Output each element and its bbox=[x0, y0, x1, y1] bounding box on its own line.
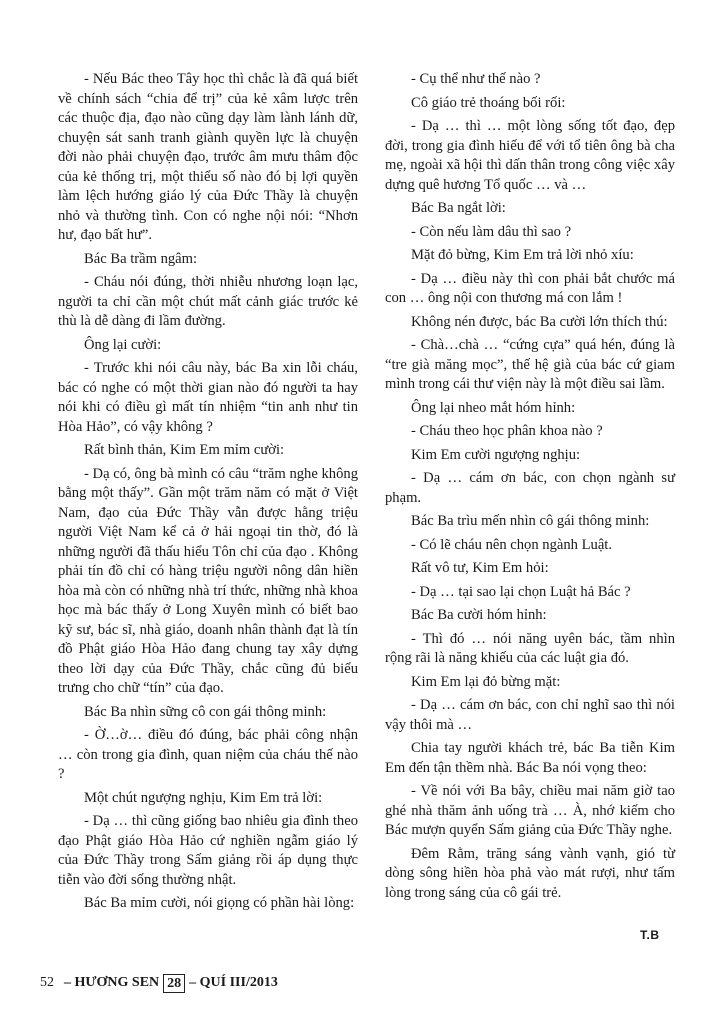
paragraph: Cô giáo trẻ thoáng bối rối: bbox=[411, 94, 566, 111]
paragraph: Kim Em lại đỏ bừng mặt: bbox=[411, 673, 561, 690]
issue-number: 28 bbox=[163, 974, 185, 993]
paragraph: Bác Ba trìu mến nhìn cô gái thông minh: bbox=[411, 513, 650, 529]
left-column bbox=[58, 70, 358, 918]
author-signature: T.B bbox=[640, 928, 660, 942]
paragraph: - Cụ thể như thế nào ? bbox=[411, 71, 541, 87]
paragraph: Bác Ba ngắt lời: bbox=[411, 200, 506, 216]
magazine-name: – HƯƠNG SEN bbox=[64, 975, 160, 990]
paragraph: Bác Ba trầm ngâm: bbox=[84, 250, 198, 267]
paragraph: - Dạ … cám ơn bác, con chọn ngành sư phạm. bbox=[385, 470, 675, 506]
paragraph: Kim Em cười ngượng nghịu: bbox=[411, 446, 581, 463]
paragraph: - Nếu Bác theo Tây học thì chắc là đã quá biết về chính sách “chia để trị” của kẻ xâm lược trên các thuộc địa, đạo nào cũng dạy làm lành lánh dữ, chuyện sát sanh tranh giành quyền lực là chuyện đời nào phải chuyện đạo, trước âm mưu thâm độc của kẻ thống trị, một thiểu số nào đó bị lợi quyền làm lệch hướng giáo lý của Đức Thầy là chuyện nhỏ và thường tình. Con có nghe nội nói: “Nhơn hư, đạo bất hư”. bbox=[58, 71, 358, 243]
paragraph: Chia tay người khách trẻ, bác Ba tiễn Kim Em đến tận thềm nhà. Bác Ba nói vọng theo: bbox=[385, 740, 675, 776]
paragraph: - Chà…chà … “cứng cựa” quá hén, đúng là “tre già măng mọc”, thế hệ già của bác cứ giam mình trong cái thư viện này là một điều sai lầm. bbox=[385, 337, 675, 392]
paragraph: - Dạ có, ông bà mình có câu “trăm nghe không bằng một thấy”. Gần một trăm năm có mặt ở Việt Nam, đạo của Đức Thầy vẫn được hằng triệu người Việt Nam kể cả ở hải ngoại tin thờ, đó là những người đã thấu hiểu Tôn chỉ của đạo . Không phải tín đồ chỉ có hàng triệu người nông dân hiền hòa mà còn có những nhà trí thức, những nhà khoa học mà bác thấy ở Long Xuyên mình có biết bao kỹ sư, bác sĩ, nhà giáo, doanh nhân thành đạt là tín đồ Phật giáo Hòa Hảo đang chung tay xây dựng theo lời dạy của Đức Thầy, chắc cũng đủ biểu trưng cho chữ “tín” của đạo. bbox=[58, 465, 358, 696]
paragraph: Rất vô tư, Kim Em hỏi: bbox=[411, 560, 549, 576]
page-number: 52 bbox=[40, 975, 54, 990]
paragraph: - Dạ … cám ơn bác, con chỉ nghĩ sao thì nói vậy thôi mà … bbox=[385, 697, 675, 733]
page-footer bbox=[40, 972, 278, 994]
paragraph: Bác Ba cười hóm hỉnh: bbox=[411, 607, 547, 623]
paragraph: Mặt đỏ bừng, Kim Em trả lời nhỏ xíu: bbox=[411, 247, 634, 263]
paragraph: - Về nói với Ba bây, chiều mai năm giờ tao ghé nhà thăm ảnh uống trà … À, nhớ kiếm cho Bác mượn quyển Sấm giảng của Đức Thầy nghe. bbox=[385, 783, 675, 838]
paragraph: - Có lẽ cháu nên chọn ngành Luật. bbox=[411, 536, 613, 553]
paragraph: Một chút ngượng nghịu, Kim Em trả lời: bbox=[84, 789, 323, 806]
paragraph: - Cháu theo học phân khoa nào ? bbox=[411, 423, 603, 439]
paragraph: Ông lại nheo mắt hóm hỉnh: bbox=[411, 399, 576, 416]
paragraph: - Dạ … điều này thì con phải bắt chước má con … ông nội con thương má con lắm ! bbox=[385, 270, 675, 306]
paragraph: - Thì đó … nói năng uyên bác, tầm nhìn rộng rãi là năng khiếu của các luật gia đó. bbox=[385, 630, 675, 666]
paragraph: Ông lại cười: bbox=[84, 336, 162, 353]
issue-period: – QUÍ III/2013 bbox=[189, 975, 278, 990]
paragraph: Bác Ba mỉm cười, nói giọng có phần hài lòng: bbox=[84, 895, 355, 911]
paragraph: - Cháu nói đúng, thời nhiễu nhương loạn lạc, người ta chỉ cần một chút mất cảnh giác trước kẻ thù là dễ dàng đi lầm đường. bbox=[58, 274, 358, 329]
paragraph: - Trước khi nói câu này, bác Ba xin lỗi cháu, bác có nghe có một thời gian nào đó người ta hay nói khi có điều gì mất tín nhiệm “tin anh như tin Hòa Hảo”, có vậy không ? bbox=[58, 360, 358, 435]
paragraph: - Dạ … thì … một lòng sống tốt đạo, đẹp đời, trong gia đình hiếu để với tổ tiên ông bà cha mẹ, ngoài xã hội thì dấn thân trong công việc xây dựng quê hương Tổ quốc … và … bbox=[385, 118, 675, 193]
paragraph: Rất bình thản, Kim Em mỉm cười: bbox=[84, 442, 285, 458]
paragraph: - Dạ … thì cũng giống bao nhiêu gia đình theo đạo Phật giáo Hòa Hảo cứ nghiền ngẫm giáo lý của Đức Thầy trong Sấm giảng rồi áp dụng thực tiễn vào đời sống thường nhật. bbox=[58, 813, 358, 888]
paragraph: - Còn nếu làm dâu thì sao ? bbox=[411, 223, 572, 240]
paragraph: - Dạ … tại sao lại chọn Luật hả Bác ? bbox=[411, 583, 631, 600]
paragraph: Không nén được, bác Ba cười lớn thích thú: bbox=[411, 313, 668, 330]
paragraph: - Ờ…ờ… điều đó đúng, bác phải công nhận … còn trong gia đình, quan niệm của cháu thế nào ? bbox=[58, 727, 358, 782]
right-column bbox=[385, 70, 675, 907]
paragraph: Đêm Rằm, trăng sáng vành vạnh, gió từ dòng sông hiền hòa phả vào mát rượi, như tấm lòng trong sáng của cô gái trẻ. bbox=[385, 845, 675, 901]
paragraph: Bác Ba nhìn sững cô con gái thông minh: bbox=[84, 703, 327, 720]
